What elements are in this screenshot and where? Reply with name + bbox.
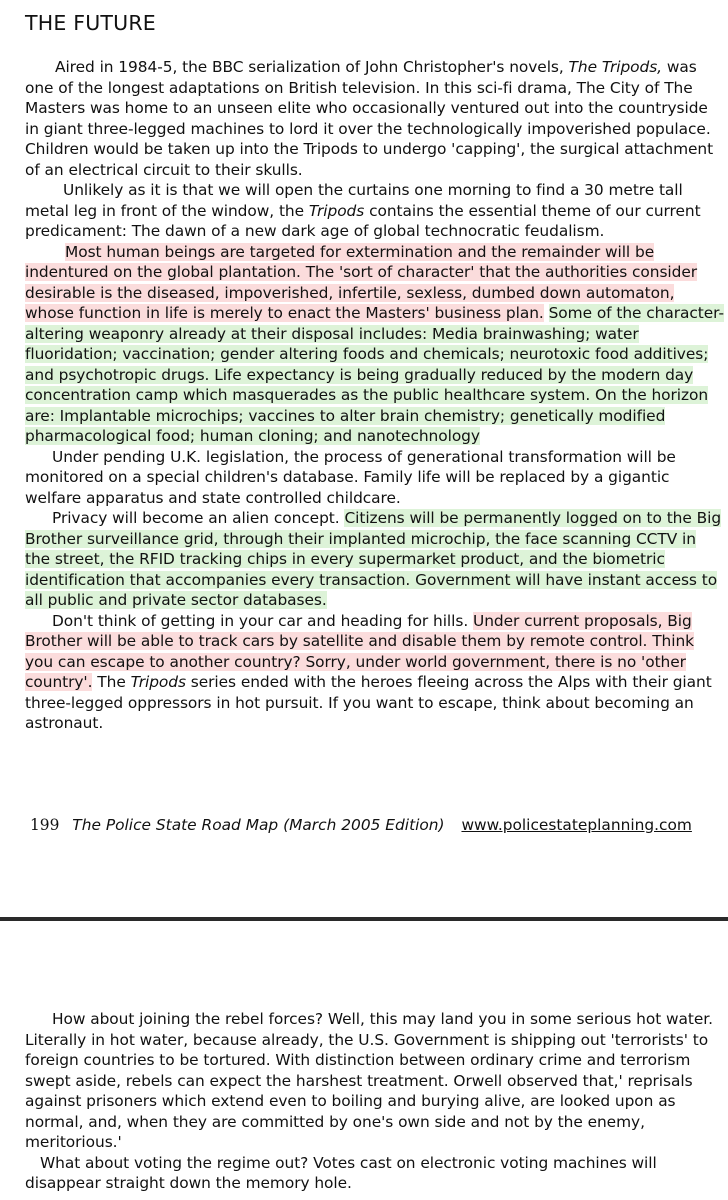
highlight-red: Under current proposals, Big Brother will be able to track cars by satellite and disable them by remote control. Think you can escape to another country? Sorry, under world government, there is no 'other country'.: [25, 611, 695, 691]
highlight-red: Most human beings are targeted for extermination and the remainder will be indentured on the global plantation. The 'sort of character' that the authorities consider desirable is the diseased, impoverished, infertile, sexless, dumbed down automaton, whose function in life is merely to enact the Masters' business plan.: [25, 242, 697, 322]
paragraph: [25, 1153, 725, 1194]
text-run: What about voting the regime out? Votes cast on electronic voting machines will disappear straight down the memory hole.: [25, 1153, 657, 1192]
website-link[interactable]: www.policestateplanning.com: [461, 816, 692, 834]
italic-title: The Tripods,: [568, 58, 663, 76]
text-run: Aired in 1984-5, the BBC serialization of John Christopher's novels,: [55, 58, 569, 76]
paragraph: [25, 1009, 725, 1153]
highlight-green: Citizens will be permanently logged on to the Big Brother surveillance grid, through their implanted microchip, the face scanning CCTV in the street, the RFID tracking chips in every supermarket product, and the biometric identification that accompanies every transaction. Government will have instant access to all public and private sector databases.: [25, 509, 722, 609]
highlight-green: Some of the character-altering weaponry already at their disposal includes: Media brainwashing; water fluoridation; vaccination; gender altering foods and chemicals; neurotoxic food additives; and psychotropic drugs. Life expectancy is being gradually reduced by the modern day concentration camp which masquerades as the public healthcare system. On the horizon are: Implantable microchips; vaccines to alter brain chemistry; genetically modified pharmacological food; human cloning; and nanotechnology: [25, 304, 724, 445]
text-run: How about joining the rebel forces? Well, this may land you in some serious hot water. Literally in hot water, because already, the U.S. Government is shipping out 'terrorists' to foreign countries to be tortured. With distinction between ordinary crime and terrorism swept aside, rebels can expect the harshest treatment. Orwell observed that,' reprisals against prisoners which extend even to boiling and burying alive, are looked upon as normal, and, when they are committed by one's own side and not by the enemy, meritorious.': [25, 1010, 713, 1151]
text-run: [544, 304, 549, 322]
paragraph: [25, 611, 725, 734]
next-page-body: [25, 1009, 725, 1194]
italic-title: Tripods: [308, 201, 365, 220]
paragraph: [25, 180, 725, 242]
text-run: contains the essential theme of our current predicament: The dawn of a new dark age of global technocratic feudalism.: [25, 201, 701, 240]
paragraph: [25, 57, 725, 180]
page-title: THE FUTURE: [25, 11, 156, 35]
book-title: The Police State Road Map (March 2005 Edition): [72, 816, 445, 834]
page-number: 199: [30, 816, 60, 834]
text-run: Don't think of getting in your car and heading for hills.: [52, 611, 473, 630]
text-run: The: [92, 673, 131, 691]
text-run: Under pending U.K. legislation, the process of generational transformation will be monitored on a special children's database. Family life will be replaced by a gigantic welfare apparatus and state controlled childcare.: [25, 447, 676, 507]
page-break-divider: [0, 917, 728, 921]
paragraph: [25, 447, 725, 509]
article-body: [25, 57, 725, 734]
italic-title: Tripods: [130, 673, 186, 691]
page-footer: [30, 816, 692, 834]
text-run: Unlikely as it is that we will open the curtains one morning to find a 30 metre tall metal leg in front of the window, the: [25, 181, 683, 220]
text-run: was one of the longest adaptations on British television. In this sci-fi drama, The City of The Masters was home to an unseen elite who occasionally ventured out into the countryside in giant three-legged machines to lord it over the technologically impoverished populace. Children would be taken up into the Tripods to undergo 'capping', the surgical attachment of an electrical circuit to their skulls.: [25, 58, 714, 179]
text-run: Privacy will become an alien concept.: [52, 509, 345, 527]
paragraph: [25, 508, 725, 611]
paragraph: [25, 242, 725, 447]
text-run: series ended with the heroes fleeing across the Alps with their giant three-legged oppressors in hot pursuit. If you want to escape, think about becoming an astronaut.: [25, 673, 712, 732]
